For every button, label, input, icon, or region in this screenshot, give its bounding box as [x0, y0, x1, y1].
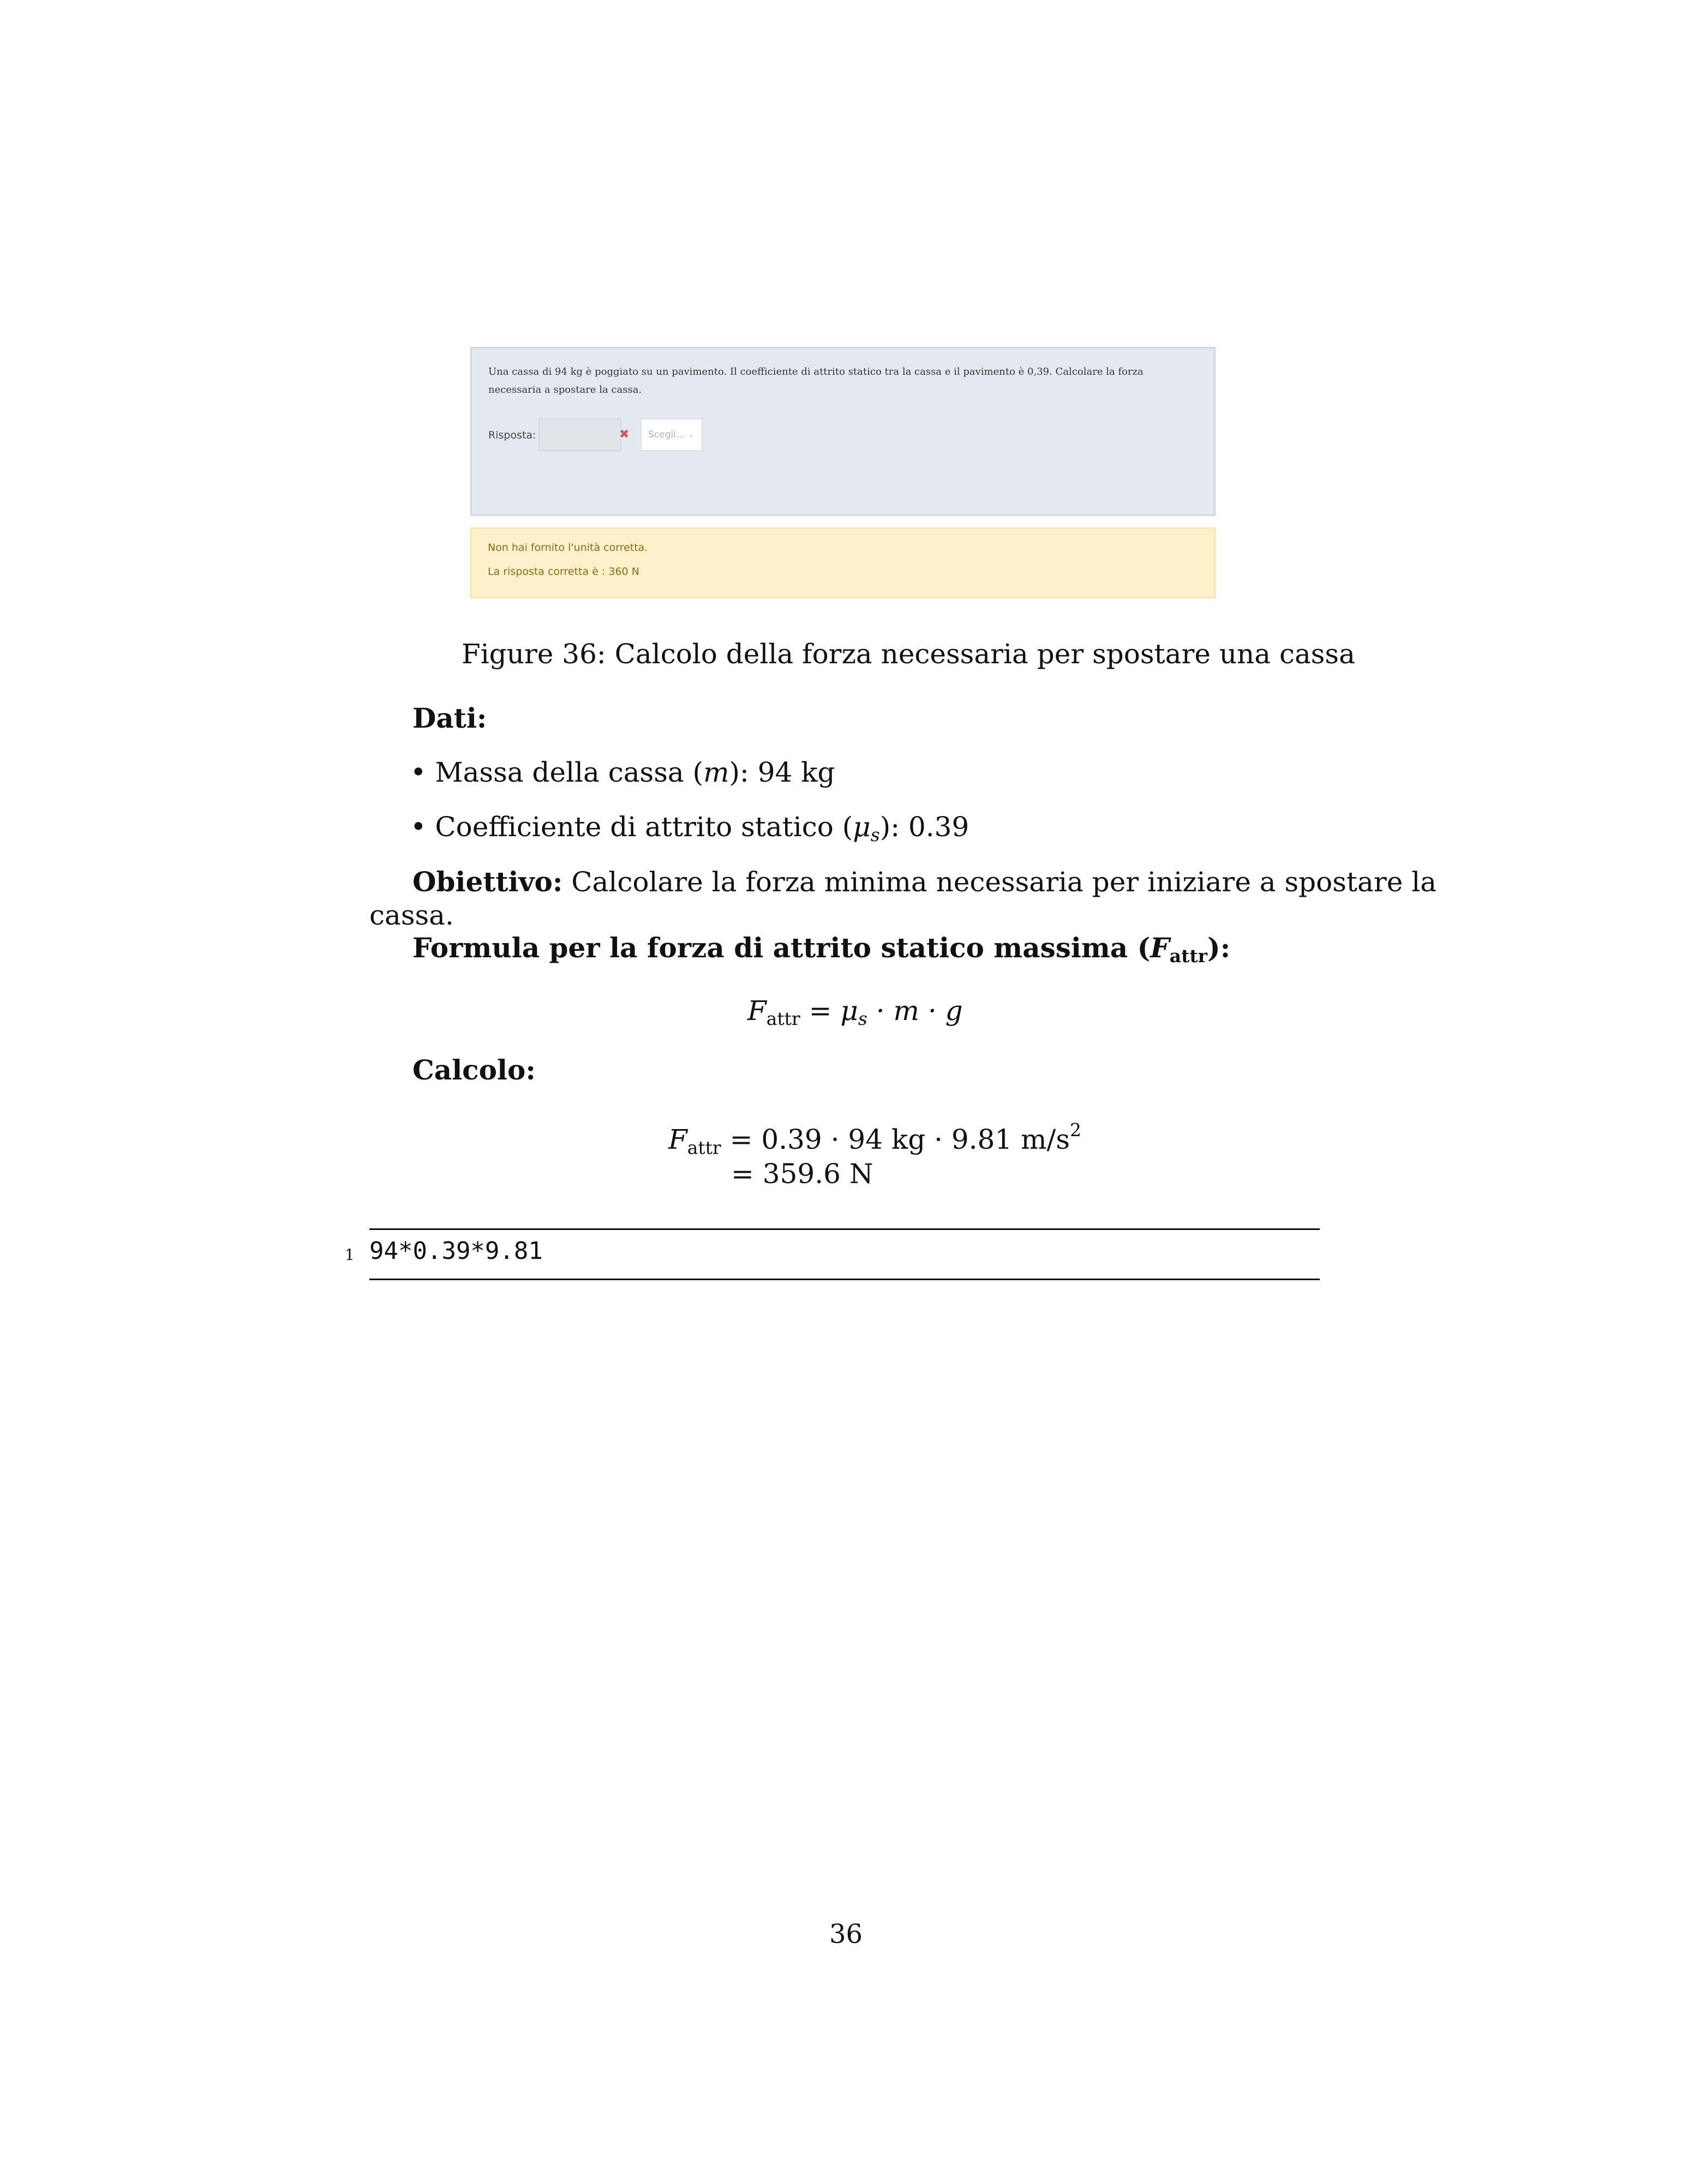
math-subscript: attr — [687, 1137, 721, 1159]
math-superscript: 2 — [1070, 1119, 1082, 1141]
math-subscript: s — [870, 824, 880, 846]
equals-sign: = — [809, 995, 832, 1027]
math-symbol: μ — [853, 811, 871, 843]
math-symbol: F — [668, 1124, 687, 1156]
formula-heading-text: ): — [1207, 932, 1231, 964]
dati-item-attrito — [410, 811, 969, 851]
formula-equation — [747, 994, 963, 1035]
answer-input[interactable] — [538, 418, 621, 451]
math-expression: = 0.39 · 94 kg · 9.81 m/s — [729, 1124, 1070, 1156]
obiettivo-line1 — [412, 866, 1436, 898]
math-symbol: F — [1150, 932, 1170, 964]
math-subscript: s — [858, 1008, 867, 1030]
dati-item-value: ): 94 kg — [729, 757, 835, 788]
dati-item-massa — [410, 756, 835, 789]
math-expression: · m · g — [876, 995, 963, 1027]
unit-select-placeholder: Scegli... — [648, 429, 685, 440]
feedback-unit-message: Non hai fornito l'unità corretta. — [488, 542, 648, 554]
math-symbol: μ — [840, 995, 858, 1027]
unit-select[interactable] — [641, 418, 703, 451]
bullet: • — [410, 757, 427, 788]
code-rule-bottom — [369, 1279, 1320, 1280]
math-subscript: attr — [1169, 945, 1208, 967]
math-subscript: attr — [766, 1008, 800, 1030]
calcolo-heading: Calcolo: — [412, 1054, 536, 1086]
incorrect-icon: ✖ — [619, 428, 630, 441]
code-line-number: 1 — [345, 1246, 355, 1264]
obiettivo-heading: Obiettivo: — [412, 866, 563, 898]
dati-item-value: ): 0.39 — [879, 811, 969, 843]
obiettivo-text: Calcolare la forza minima necessaria per iniziare a spostare la — [571, 866, 1437, 898]
math-symbol: m — [703, 757, 729, 788]
figure-caption: Figure 36: Calcolo della forza necessaria per spostare una cassa — [462, 638, 1355, 670]
question-text: Una cassa di 94 kg è poggiato su un pavimento. Il coefficiente di attrito statico tra la cassa e il pavimento è 0,39. Calcolare la forza necessaria a spostare la cassa. — [488, 366, 1144, 395]
calcolo-line1 — [668, 1114, 1081, 1164]
code-rule-top — [369, 1228, 1320, 1230]
quiz-question-panel — [470, 347, 1216, 516]
obiettivo-line2: cassa. — [369, 899, 454, 931]
answer-label: Risposta: — [488, 429, 536, 441]
dati-heading: Dati: — [412, 702, 487, 734]
math-symbol: F — [747, 995, 767, 1027]
feedback-panel — [470, 527, 1216, 598]
calcolo-line2: = 359.6 N — [731, 1158, 873, 1190]
dati-item-label: Massa della cassa ( — [435, 757, 704, 788]
page-number: 36 — [829, 1919, 863, 1949]
bullet: • — [410, 811, 427, 843]
feedback-correct-answer: La risposta corretta è : 360 N — [488, 566, 639, 578]
chevron-down-icon: ⌄ — [689, 431, 695, 439]
formula-heading — [412, 932, 1230, 973]
dati-item-label: Coefficiente di attrito statico ( — [435, 811, 853, 843]
formula-heading-text: Formula per la forza di attrito statico massima ( — [412, 932, 1151, 964]
code-line: 94*0.39*9.81 — [369, 1237, 543, 1265]
